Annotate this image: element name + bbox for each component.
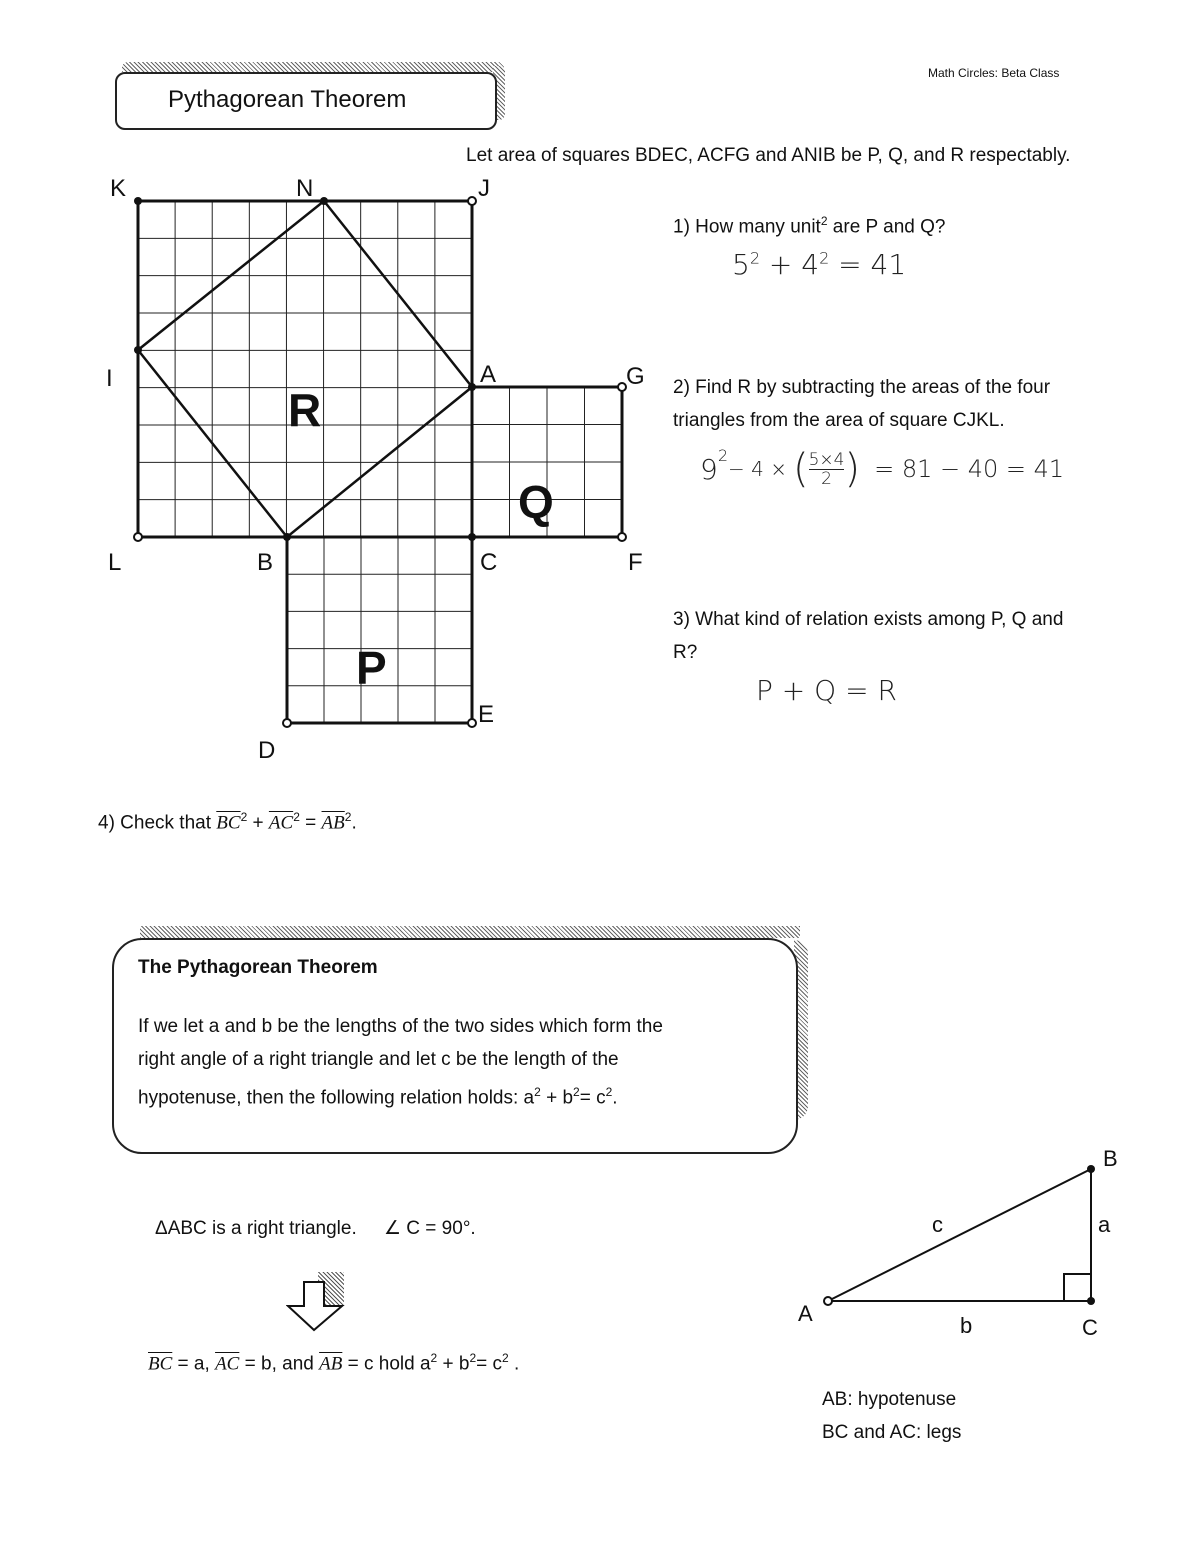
side-label-b: b: [960, 1313, 973, 1338]
note-hypotenuse: AB: hypotenuse: [822, 1389, 957, 1410]
label-k: K: [110, 175, 127, 202]
triangle-vertex-c: [1087, 1297, 1095, 1305]
vertex-f: [618, 533, 626, 541]
vertex-a: [468, 383, 476, 391]
label-j: J: [478, 175, 490, 202]
theorem-box-shadow: [140, 926, 800, 938]
label-d: D: [258, 737, 276, 764]
vertex-k: [134, 197, 142, 205]
right-triangle-figure: [780, 1140, 1140, 1350]
conclusion-statement: $\overline{BC} = a$, $\overline{AC} = b$, and $\overline{AB} = c$ hold $a^2 + b^2= c^2$ .: [148, 1351, 520, 1375]
triangle-label-c: C: [1082, 1315, 1098, 1340]
down-arrow-icon: [286, 1280, 350, 1336]
triangle-vertex-a: [824, 1297, 832, 1305]
triangle-label-a: A: [798, 1301, 813, 1326]
vertex-c: [468, 533, 476, 541]
label-c: C: [480, 549, 498, 576]
vertex-b: [283, 533, 291, 541]
triangle-statement: ΔABC is a right triangle. ∠ C = 90°.: [155, 1218, 476, 1239]
region-q-label: Q: [518, 476, 554, 528]
square-anib-outline: [138, 201, 472, 537]
label-e: E: [478, 701, 495, 728]
side-label-c: c: [932, 1212, 943, 1237]
vertex-d: [283, 719, 291, 727]
question-3: 3) What kind of relation exists among P, Q and R?: [673, 609, 1064, 663]
answer-1: $5^2 + 4^2 = 41$: [732, 248, 907, 281]
question-4: 4) Check that $\overline{BC}^2 + \overline{AC}^2 = \overline{AB}^2$.: [98, 810, 357, 834]
label-n: N: [296, 175, 314, 202]
label-a: A: [480, 361, 497, 388]
triangle-notes: [822, 1383, 961, 1449]
page-title: Pythagorean Theorem: [168, 86, 407, 113]
label-i: I: [106, 365, 113, 392]
label-b: B: [257, 549, 274, 576]
side-label-a: a: [1098, 1212, 1111, 1237]
vertex-n: [320, 197, 328, 205]
vertex-e: [468, 719, 476, 727]
vertex-l: [134, 533, 142, 541]
answer-2: 9 $^2$ − 4 × ( 5×4 2 ) = 81 − 40 = 41: [700, 446, 1065, 492]
question-1: 1) How many unit$^2$ are P and Q?: [673, 214, 946, 238]
vertex-j: [468, 197, 476, 205]
answer-3: P + Q = R: [756, 674, 897, 707]
course-label: Math Circles: Beta Class: [928, 66, 1060, 80]
region-r-label: R: [288, 384, 322, 436]
triangle-vertex-b: [1087, 1165, 1095, 1173]
question-2: 2) Find R by subtracting the areas of the four triangles from the area of square CJKL.: [673, 377, 1051, 431]
intro-text: Let area of squares BDEC, ACFG and ANIB be P, Q, and R respectably.: [466, 145, 1071, 166]
triangle-abc: [828, 1169, 1091, 1301]
label-f: F: [628, 549, 643, 576]
vertex-i: [134, 346, 142, 354]
theorem-title: The Pythagorean Theorem: [138, 957, 378, 978]
theorem-statement: If we let a and b be the lengths of the two sides which form the right angle of a right triangle and let c be the length of the hypotenuse, then the following relation holds: $a^2 + b^2= c^2$.: [138, 1016, 663, 1109]
triangle-label-b: B: [1103, 1146, 1118, 1171]
note-legs: BC and AC: legs: [822, 1422, 962, 1443]
square-bdec-outline: [287, 537, 472, 723]
right-angle-marker: [1064, 1274, 1091, 1301]
vertex-g: [618, 383, 626, 391]
region-p-label: P: [356, 642, 387, 694]
square-cjkl-outline: [138, 201, 472, 537]
label-l: L: [108, 549, 122, 576]
label-g: G: [626, 363, 645, 390]
